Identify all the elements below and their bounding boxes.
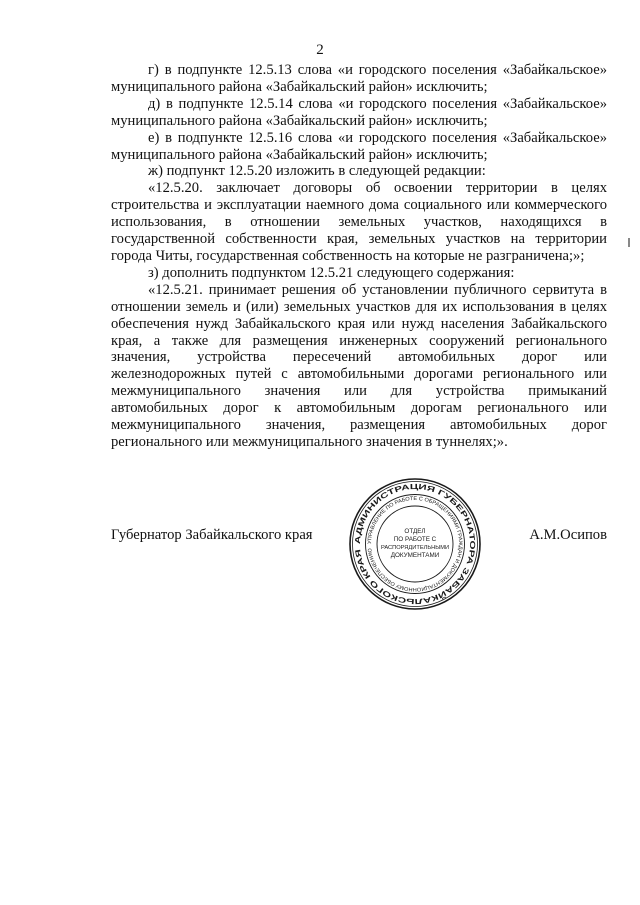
scan-margin-mark bbox=[628, 238, 630, 247]
stamp-outer-ring-text: АДМИНИСТРАЦИЯ ГУБЕРНАТОРА ЗАБАЙКАЛЬСКОГО КРАЯ bbox=[352, 481, 478, 607]
amendment-paragraph-d: д) в подпункте 12.5.14 слова «и городского поселения «Забайкальское» муниципального района «Забайкальский район» исключить; bbox=[111, 95, 607, 129]
stamp-center-line-3: РАСПОРЯДИТЕЛЬНЫМИ bbox=[380, 545, 450, 551]
amendment-paragraph-g: г) в подпункте 12.5.13 слова «и городского поселения «Забайкальское» муниципального района «Забайкальский район» исключить; bbox=[111, 62, 607, 95]
document-body bbox=[111, 62, 607, 451]
amendment-paragraph-z: з) дополнить подпунктом 12.5.21 следующего содержания: bbox=[148, 264, 515, 281]
amendment-paragraph-zh: ж) подпункт 12.5.20 изложить в следующей редакции: bbox=[148, 163, 486, 180]
stamp-seal-graphic bbox=[347, 476, 483, 612]
official-stamp bbox=[347, 476, 483, 612]
amendment-paragraph-e: е) в подпункте 12.5.16 слова «и городского поселения «Забайкальское» муниципального района «Забайкальский район» исключить; bbox=[111, 129, 607, 163]
signatory-position: Губернатор Забайкальского края bbox=[111, 527, 313, 543]
signatory-name: А.М.Осипов bbox=[529, 527, 607, 543]
stamp-center-line-1: ОТДЕЛ bbox=[404, 528, 426, 535]
stamp-center-line-2: ПО РАБОТЕ С bbox=[393, 536, 437, 543]
stamp-inner-ring-text: УПРАВЛЕНИЕ ПО РАБОТЕ С ОБРАЩЕНИЯМИ ГРАЖДАН И ДОКУМЕНТАЦИОННОМУ ОБЕСПЕЧЕНИЮ bbox=[366, 495, 464, 593]
stamp-center-line-4: ДОКУМЕНТАМИ bbox=[390, 552, 440, 559]
new-wording-12-5-21: «12.5.21. принимает решения об установлении публичного сервитута в отношении земель и (или) земельных участков для их использования в целях обеспечения нужд Забайкальского края или нужд населения Забайкальского края, а также для размещения инженерных сооружений регионального значения, устройства пересечений автомобильных дорог или железнодорожных путей с автомобильными дорогами регионального или межмуниципального значения или для устройства примыканий автомобильных дорог к автомобильным дорогам регионального или межмуниципального значения, размещения автомобильных дорог регионального или межмуниципального значения в туннелях;». bbox=[111, 281, 607, 450]
new-wording-12-5-20: «12.5.20. заключает договоры об освоении территории в целях строительства и эксплуатации наемного дома социального или коммерческого использования, в отношении земельных участков, находящихся в государственной собственности края, земельных участков на территории города Читы, государственная собственность на которые не разграничена;»; bbox=[111, 180, 607, 264]
page-number: 2 bbox=[316, 42, 324, 58]
